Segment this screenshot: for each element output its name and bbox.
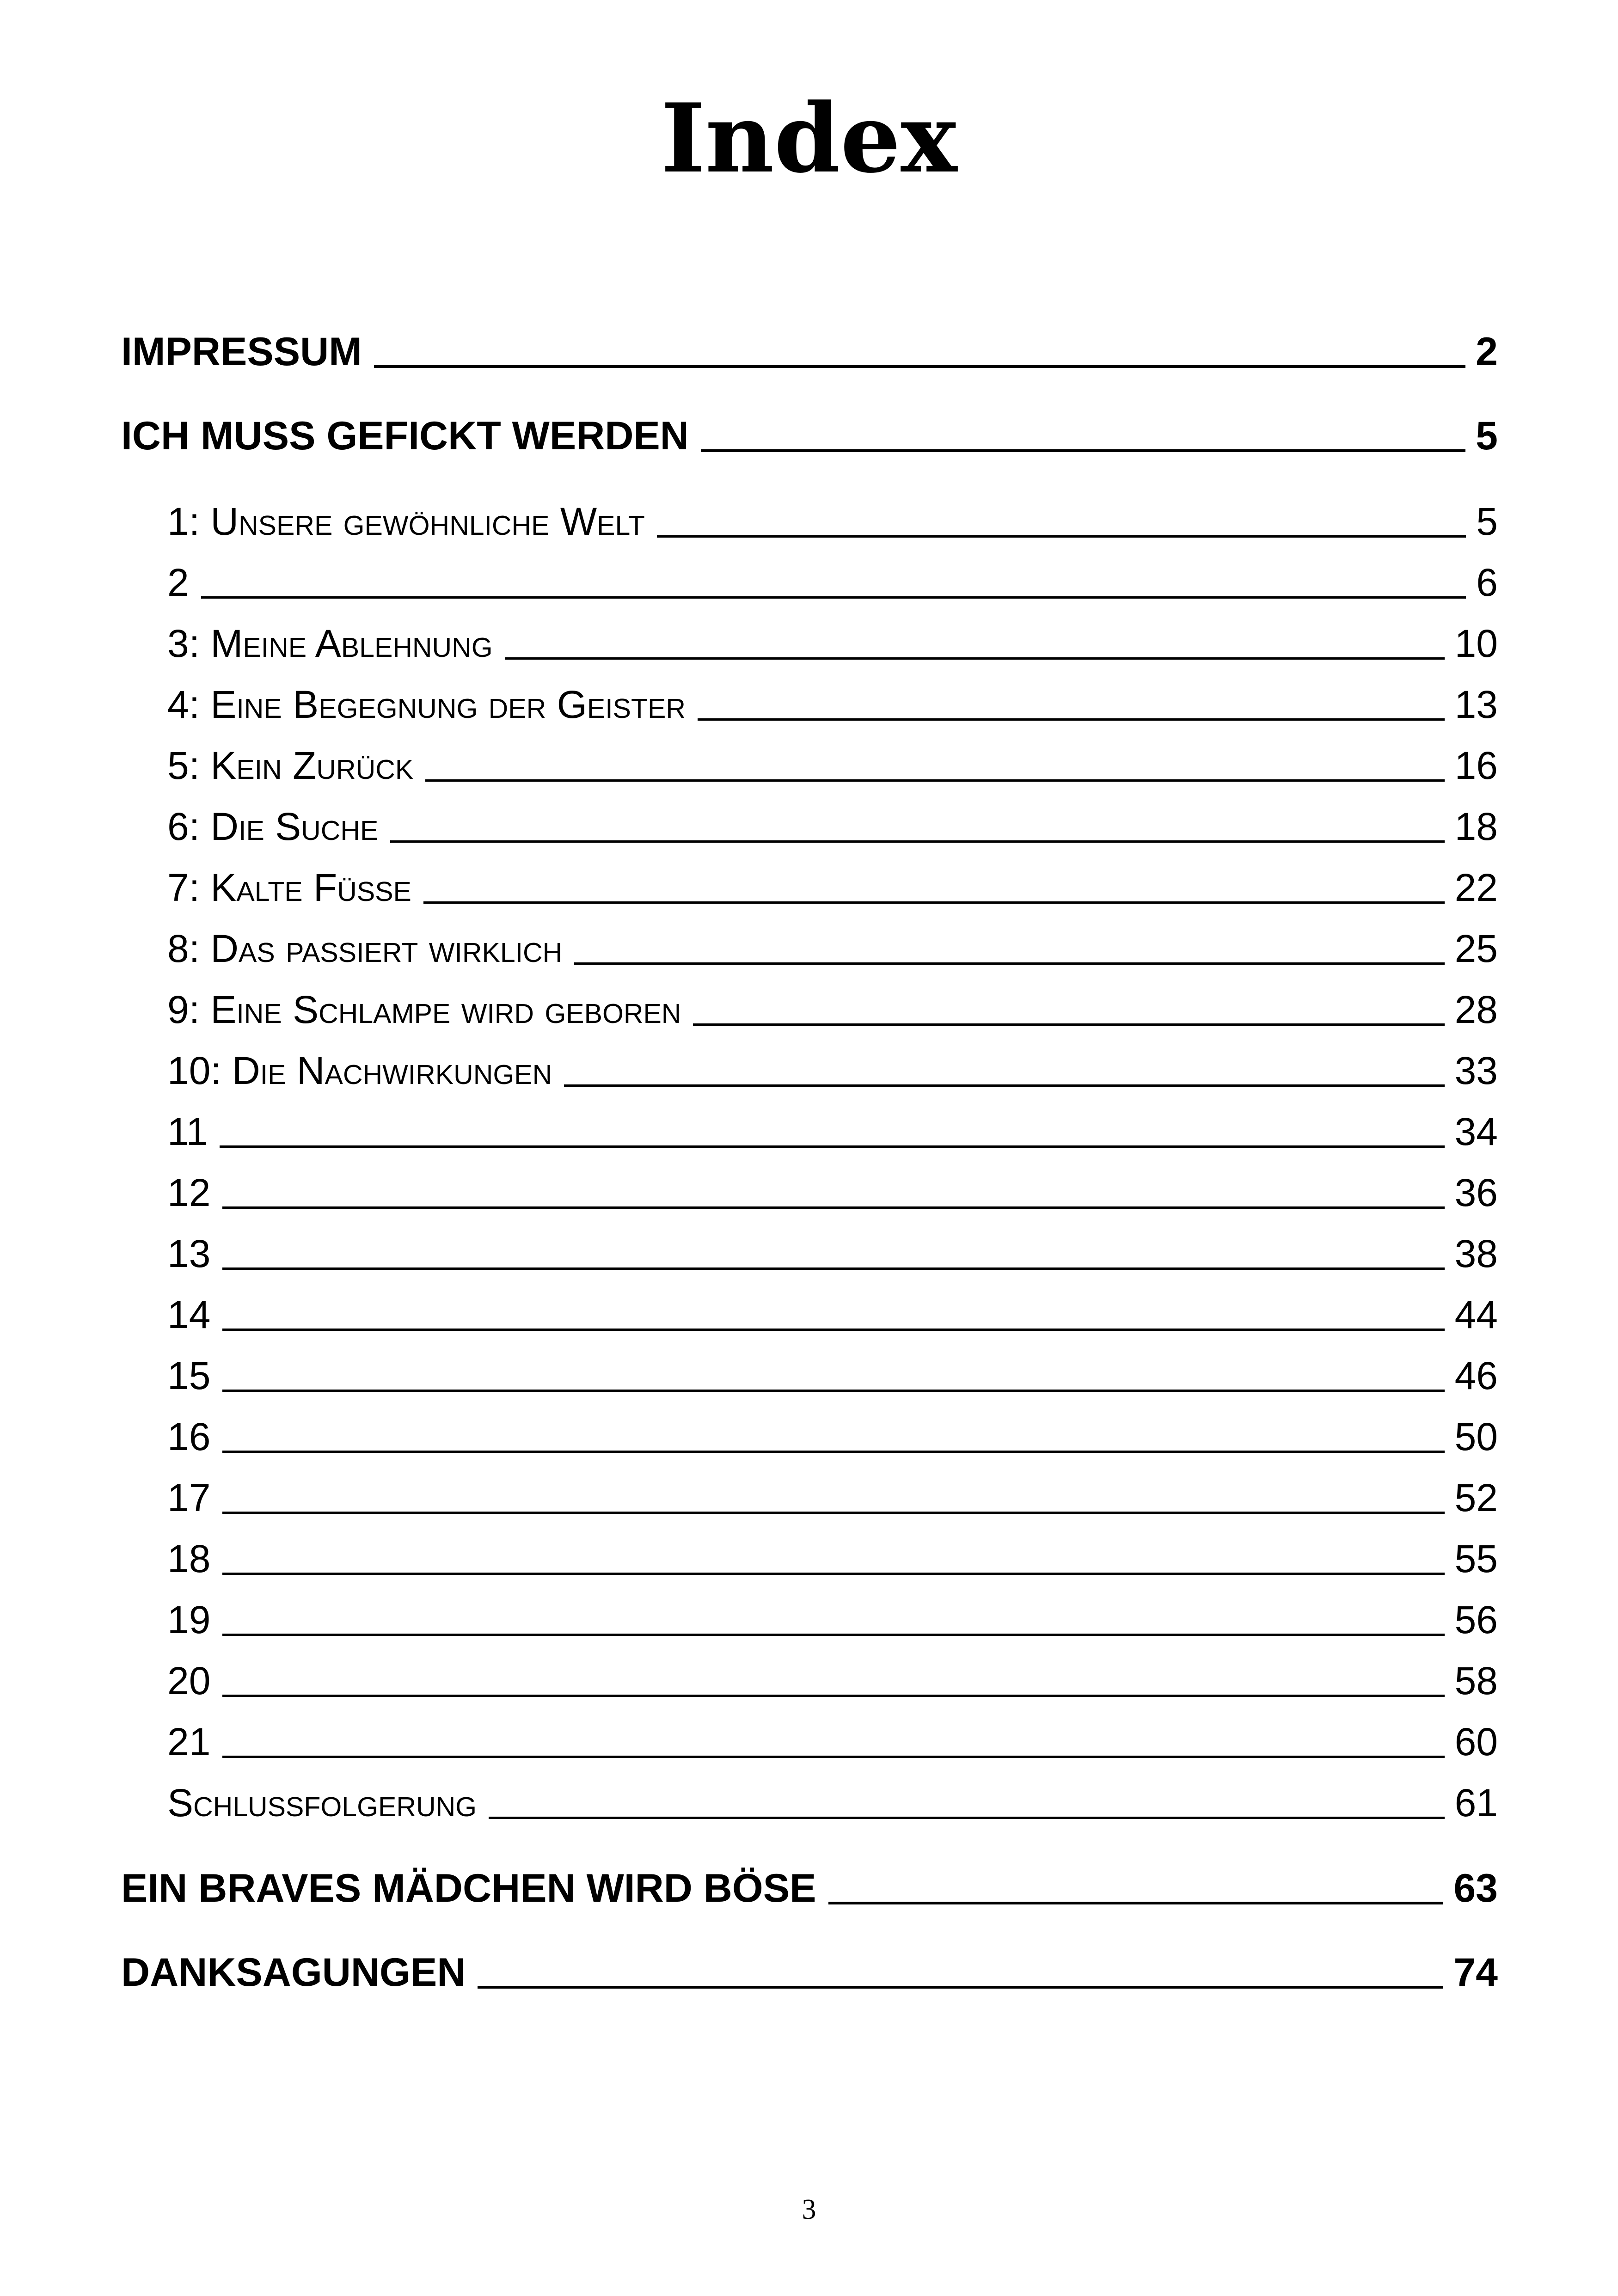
toc-entry-label: 21	[167, 1720, 211, 1763]
toc-entry-page: 50	[1454, 1415, 1498, 1458]
page-number: 3	[802, 2194, 816, 2225]
toc-entry[interactable]	[167, 560, 1498, 616]
toc-entry-label: 14	[167, 1293, 211, 1336]
leader-line	[657, 535, 1466, 538]
toc-entry-label: 12	[167, 1171, 211, 1214]
leader-line	[423, 901, 1445, 904]
toc-entry[interactable]	[167, 1598, 1498, 1653]
toc-entry-label: 13	[167, 1232, 211, 1275]
toc-entry-page: 2	[1476, 330, 1498, 374]
toc-entry-page: 28	[1454, 988, 1498, 1031]
toc-entry[interactable]	[167, 987, 1498, 1043]
toc-entry-label: 17	[167, 1476, 211, 1519]
toc-entry[interactable]	[167, 1537, 1498, 1592]
toc-entry-label: 15	[167, 1354, 211, 1397]
page-title: Index	[661, 83, 957, 194]
toc-entry[interactable]	[167, 1109, 1498, 1165]
toc-entry-label: 5: Kein Zurück	[167, 744, 414, 787]
toc-entry-label: 20	[167, 1659, 211, 1702]
leader-line	[390, 840, 1444, 843]
toc-entry-page: 25	[1454, 927, 1498, 970]
toc-entry[interactable]	[121, 329, 1498, 385]
toc-entry[interactable]	[121, 413, 1498, 469]
toc-entry[interactable]	[167, 743, 1498, 799]
leader-line	[222, 1756, 1444, 1758]
toc-entry-page: 22	[1454, 866, 1498, 909]
toc-entry[interactable]	[167, 621, 1498, 677]
leader-line	[425, 779, 1444, 782]
toc-entry-label: IMPRESSUM	[121, 330, 362, 374]
leader-line	[574, 962, 1444, 965]
leader-line	[698, 718, 1445, 721]
leader-line	[222, 1512, 1444, 1514]
leader-line	[222, 1206, 1444, 1209]
toc-entry-page: 61	[1454, 1781, 1498, 1825]
toc-entry-label: 3: Meine Ablehnung	[167, 622, 493, 665]
toc-entry-page: 5	[1476, 500, 1498, 543]
toc-entry-label: 11	[167, 1110, 208, 1153]
toc-entry[interactable]	[167, 499, 1498, 555]
toc-entry-page: 38	[1454, 1232, 1498, 1275]
leader-line	[222, 1451, 1444, 1453]
toc-entry-label: 9: Eine Schlampe wird geboren	[167, 988, 681, 1031]
leader-line	[489, 1817, 1444, 1819]
toc-entry-label: Schlussfolgerung	[167, 1781, 477, 1825]
toc-entry-label: 2	[167, 561, 189, 604]
toc-entry-label: 16	[167, 1415, 211, 1458]
leader-line	[374, 365, 1465, 368]
toc-entry[interactable]	[167, 1781, 1498, 1836]
toc-entry-label: 7: Kalte Füße	[167, 866, 411, 909]
toc-entry-page: 46	[1454, 1354, 1498, 1397]
toc-entry[interactable]	[167, 1659, 1498, 1714]
toc-entry[interactable]	[121, 1866, 1498, 1921]
toc-entry-page: 52	[1454, 1476, 1498, 1519]
toc-entry[interactable]	[167, 1048, 1498, 1104]
toc-entry-page: 63	[1453, 1866, 1498, 1910]
toc-entry-label: 10: Die Nachwirkungen	[167, 1049, 552, 1092]
leader-line	[222, 1695, 1444, 1697]
leader-line	[222, 1329, 1444, 1331]
leader-line	[201, 596, 1466, 599]
toc-entry[interactable]	[167, 1414, 1498, 1470]
toc-entry-page: 74	[1453, 1950, 1498, 1995]
toc-entry-page: 56	[1454, 1598, 1498, 1641]
toc-entry[interactable]	[167, 682, 1498, 738]
toc-entry-page: 5	[1476, 414, 1498, 458]
toc-entry-page: 60	[1454, 1720, 1498, 1763]
toc-entry[interactable]	[121, 1950, 1498, 2005]
leader-line	[505, 657, 1445, 660]
leader-line	[478, 1986, 1443, 1989]
toc-entry-page: 13	[1454, 683, 1498, 726]
toc-entry-label: 6: Die Suche	[167, 805, 379, 848]
leader-line	[693, 1023, 1444, 1026]
toc-entry[interactable]	[167, 1476, 1498, 1531]
leader-line	[701, 449, 1465, 452]
toc-entry-label: 18	[167, 1537, 211, 1580]
toc-entry-label: ICH MUSS GEFICKT WERDEN	[121, 414, 689, 458]
toc-entry-page: 18	[1454, 805, 1498, 848]
toc-entry-label: EIN BRAVES MÄDCHEN WIRD BÖSE	[121, 1866, 816, 1910]
leader-line	[222, 1267, 1444, 1270]
toc-entry-page: 44	[1454, 1293, 1498, 1336]
leader-line	[828, 1902, 1444, 1904]
toc-entry-page: 33	[1454, 1049, 1498, 1092]
toc-entry-page: 16	[1454, 744, 1498, 787]
toc-entry[interactable]	[167, 1231, 1498, 1287]
leader-line	[220, 1145, 1444, 1148]
toc-entry-page: 6	[1476, 561, 1498, 604]
toc-entry-label: DANKSAGUNGEN	[121, 1950, 466, 1995]
toc-entry[interactable]	[167, 1292, 1498, 1348]
toc-entry-page: 10	[1454, 622, 1498, 665]
leader-line	[222, 1390, 1444, 1392]
toc-entry-label: 8: Das passiert wirklich	[167, 927, 563, 970]
toc-entry-page: 34	[1454, 1110, 1498, 1153]
toc-entry-label: 19	[167, 1598, 211, 1641]
toc-entry[interactable]	[167, 1170, 1498, 1226]
leader-line	[564, 1084, 1444, 1087]
toc-entry-page: 55	[1454, 1537, 1498, 1580]
toc-entry-label: 4: Eine Begegnung der Geister	[167, 683, 686, 726]
leader-line	[222, 1573, 1444, 1575]
toc-entry-page: 36	[1454, 1171, 1498, 1214]
toc-entry[interactable]	[167, 1720, 1498, 1775]
toc-entry-page: 58	[1454, 1659, 1498, 1702]
leader-line	[222, 1634, 1444, 1636]
toc-entry[interactable]	[167, 1353, 1498, 1409]
toc-entry[interactable]	[167, 865, 1498, 921]
toc-entry[interactable]	[167, 926, 1498, 982]
toc-entry[interactable]	[167, 804, 1498, 860]
toc-entry-label: 1: Unsere gewöhnliche Welt	[167, 500, 645, 543]
